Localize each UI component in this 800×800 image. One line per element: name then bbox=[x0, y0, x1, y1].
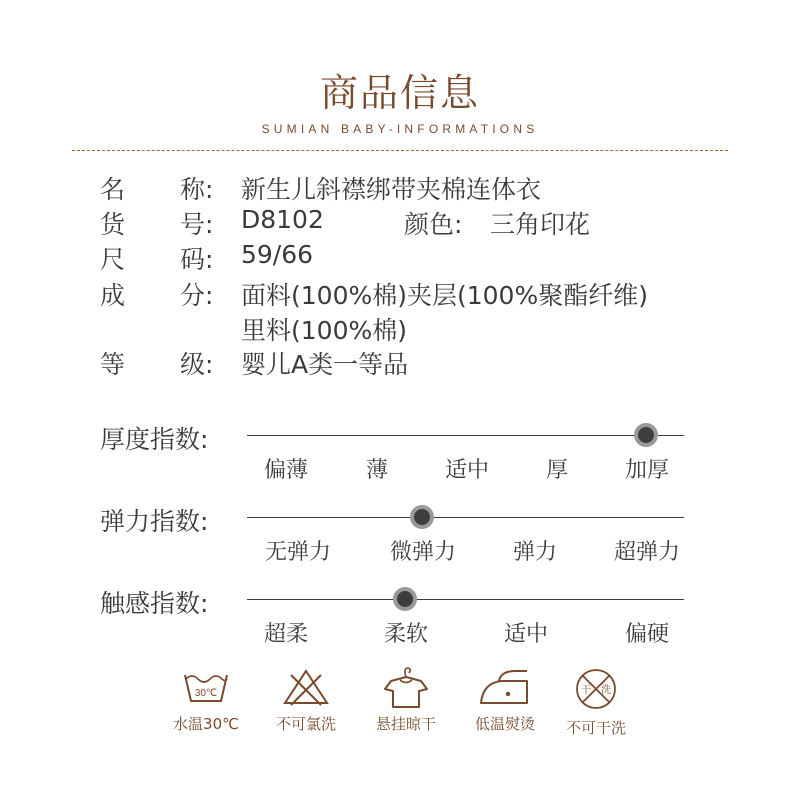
elasticity-option: 无弹力 bbox=[264, 540, 332, 565]
care-label-no-bleach: 不可氯洗 bbox=[275, 715, 336, 733]
care-label-hang-dry: 悬挂晾干 bbox=[375, 715, 436, 733]
touch-track bbox=[247, 599, 684, 600]
size-value: 59/66 bbox=[241, 240, 314, 269]
touch-indicator bbox=[393, 587, 417, 611]
material-value-line1: 面料(100%棉)夹层(100%聚酯纤维) bbox=[241, 281, 648, 310]
thickness-indicator bbox=[634, 423, 658, 447]
elasticity-indicator bbox=[410, 505, 434, 529]
thickness-option: 加厚 bbox=[624, 458, 670, 483]
touch-option: 适中 bbox=[503, 622, 549, 647]
size-label-1: 尺 bbox=[100, 245, 126, 274]
care-item-hang-dry bbox=[356, 665, 456, 734]
elasticity-track bbox=[247, 517, 684, 518]
material-value-line2: 里料(100%棉) bbox=[241, 316, 407, 345]
material-label-2: 分: bbox=[180, 281, 214, 310]
sku-label-2: 号: bbox=[180, 210, 214, 239]
thickness-option: 厚 bbox=[545, 458, 569, 483]
grade-value: 婴儿A类一等品 bbox=[241, 350, 409, 379]
wash-30-icon bbox=[181, 665, 231, 709]
care-label-wash: 水温30℃ bbox=[173, 715, 239, 733]
touch-option: 偏硬 bbox=[624, 622, 670, 647]
care-item-wash bbox=[156, 665, 256, 734]
wash-temp-text: 30℃ bbox=[194, 688, 218, 699]
thickness-track bbox=[247, 435, 684, 436]
name-label-2: 称: bbox=[180, 175, 214, 204]
header-divider bbox=[72, 150, 728, 151]
page-subtitle: SUMIAN BABY-INFORMATIONS bbox=[261, 122, 539, 136]
elasticity-option: 微弹力 bbox=[389, 540, 457, 565]
care-item-no-dry-clean bbox=[546, 665, 646, 738]
dry-clean-text-right: 洗 bbox=[601, 685, 611, 696]
no-bleach-icon bbox=[281, 665, 331, 709]
touch-option: 超柔 bbox=[263, 622, 309, 647]
page-title: 商品信息 bbox=[319, 71, 480, 115]
dry-clean-text-left: 干 bbox=[581, 685, 591, 696]
thickness-option: 适中 bbox=[444, 458, 490, 483]
care-item-low-iron bbox=[455, 665, 555, 734]
hang-dry-icon bbox=[381, 665, 431, 709]
material-label-1: 成 bbox=[100, 281, 126, 310]
touch-option: 柔软 bbox=[383, 622, 429, 647]
touch-index-title: 触感指数: bbox=[100, 589, 209, 618]
elasticity-option: 弹力 bbox=[512, 540, 558, 565]
care-label-no-dry-clean: 不可干洗 bbox=[565, 719, 626, 737]
grade-label-2: 级: bbox=[180, 350, 214, 379]
thickness-option: 偏薄 bbox=[263, 458, 309, 483]
thickness-index-title: 厚度指数: bbox=[100, 425, 209, 454]
care-item-no-bleach bbox=[256, 665, 356, 734]
color-label: 颜色: bbox=[404, 210, 463, 239]
elasticity-option: 超弹力 bbox=[613, 540, 681, 565]
color-value: 三角印花 bbox=[490, 210, 591, 239]
care-label-low-iron: 低温熨烫 bbox=[474, 715, 535, 733]
sku-label-1: 货 bbox=[100, 210, 126, 239]
product-name-value: 新生儿斜襟绑带夹棉连体衣 bbox=[241, 175, 542, 204]
low-iron-icon bbox=[475, 665, 535, 709]
name-label-1: 名 bbox=[100, 175, 126, 204]
sku-value: D8102 bbox=[241, 205, 324, 234]
thickness-option: 薄 bbox=[365, 458, 389, 483]
elasticity-index-title: 弹力指数: bbox=[100, 507, 209, 536]
size-label-2: 码: bbox=[180, 245, 214, 274]
no-dry-clean-icon bbox=[571, 665, 621, 713]
grade-label-1: 等 bbox=[100, 350, 126, 379]
